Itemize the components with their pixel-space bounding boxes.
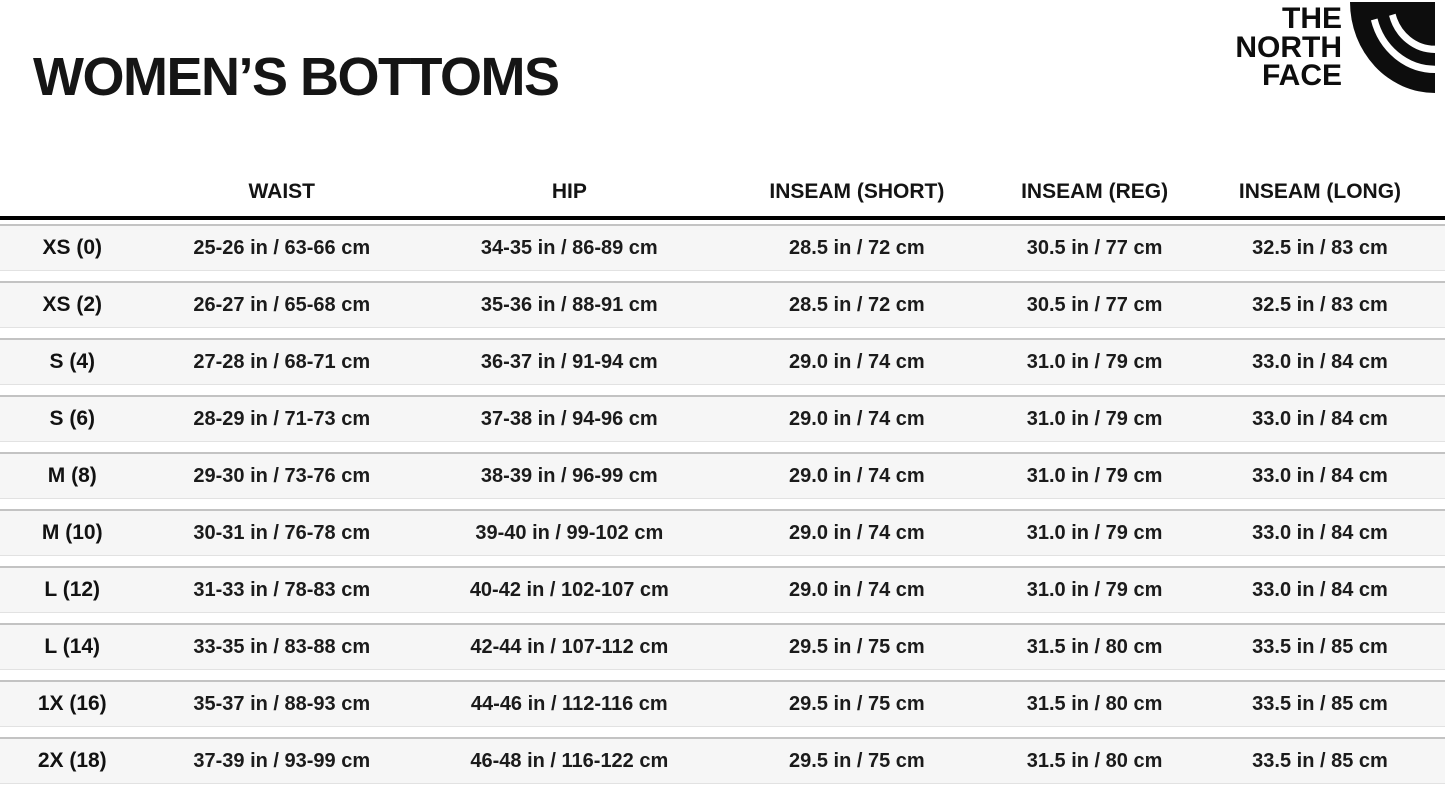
waist-cell: 29-30 in / 73-76 cm (193, 464, 371, 487)
size-cell: M (10) (41, 521, 103, 544)
inseam-reg-cell: 31.0 in / 79 cm (1026, 521, 1163, 544)
inseam-long-cell: 33.0 in / 84 cm (1252, 350, 1388, 373)
inseam-reg-cell: 30.5 in / 77 cm (1026, 236, 1163, 259)
header-rule (0, 216, 1445, 220)
brand-word-the: THE (1282, 2, 1342, 35)
waist-cell: 33-35 in / 83-88 cm (193, 635, 371, 658)
waist-cell: 26-27 in / 65-68 cm (193, 293, 371, 316)
inseam-long-cell: 33.0 in / 84 cm (1252, 464, 1388, 487)
inseam-short-cell: 28.5 in / 72 cm (789, 236, 925, 259)
inseam-short-cell: 28.5 in / 72 cm (789, 293, 925, 316)
header-bar (0, 0, 1445, 160)
inseam-long-cell: 33.0 in / 84 cm (1252, 407, 1388, 430)
waist-cell: 25-26 in / 63-66 cm (193, 236, 371, 259)
table-row (0, 509, 1445, 556)
size-cell: XS (0) (42, 236, 102, 259)
brand-logo (1235, 2, 1435, 93)
inseam-reg-cell: 31.5 in / 80 cm (1026, 692, 1163, 715)
inseam-long-cell: 33.5 in / 85 cm (1252, 749, 1388, 772)
column-header-hip: HIP (551, 180, 587, 203)
inseam-long-cell: 33.0 in / 84 cm (1252, 521, 1388, 544)
inseam-long-cell: 32.5 in / 83 cm (1252, 293, 1388, 316)
hip-cell: 46-48 in / 116-122 cm (470, 749, 669, 772)
hip-cell: 37-38 in / 94-96 cm (480, 407, 658, 430)
half-dome-icon (1350, 2, 1435, 93)
table-row (0, 737, 1445, 784)
inseam-long-cell: 33.5 in / 85 cm (1252, 692, 1388, 715)
size-cell: 1X (16) (37, 692, 107, 715)
hip-cell: 39-40 in / 99-102 cm (475, 521, 664, 544)
table-row (0, 452, 1445, 499)
size-cell: XS (2) (42, 293, 102, 316)
inseam-short-cell: 29.0 in / 74 cm (789, 350, 925, 373)
column-header-waist: WAIST (248, 180, 316, 203)
size-cell: L (14) (44, 635, 101, 658)
brand-word-face: FACE (1261, 59, 1342, 92)
waist-cell: 31-33 in / 78-83 cm (193, 578, 371, 601)
column-header-size (0, 204, 145, 216)
hip-cell: 44-46 in / 112-116 cm (470, 692, 668, 715)
table-body (0, 224, 1445, 784)
inseam-short-cell: 29.5 in / 75 cm (789, 635, 925, 658)
inseam-reg-cell: 31.5 in / 80 cm (1026, 635, 1163, 658)
hip-cell: 36-37 in / 91-94 cm (480, 350, 658, 373)
inseam-short-cell: 29.0 in / 74 cm (789, 407, 925, 430)
inseam-short-cell: 29.5 in / 75 cm (789, 749, 925, 772)
table-row (0, 224, 1445, 271)
table-row (0, 281, 1445, 328)
inseam-long-cell: 33.0 in / 84 cm (1252, 578, 1388, 601)
page-title: WOMEN’S BOTTOMS (33, 47, 559, 107)
hip-cell: 40-42 in / 102-107 cm (469, 578, 669, 601)
inseam-reg-cell: 31.0 in / 79 cm (1026, 464, 1163, 487)
table-row (0, 680, 1445, 727)
table-row (0, 338, 1445, 385)
size-cell: 2X (18) (37, 749, 107, 772)
inseam-reg-cell: 31.5 in / 80 cm (1026, 749, 1163, 772)
inseam-reg-cell: 31.0 in / 79 cm (1026, 578, 1163, 601)
inseam-long-cell: 32.5 in / 83 cm (1252, 236, 1388, 259)
size-cell: L (12) (44, 578, 101, 601)
hip-cell: 42-44 in / 107-112 cm (470, 635, 669, 658)
size-cell: S (4) (49, 350, 95, 373)
inseam-reg-cell: 30.5 in / 77 cm (1026, 293, 1163, 316)
inseam-long-cell: 33.5 in / 85 cm (1252, 635, 1388, 658)
table-row (0, 623, 1445, 670)
waist-cell: 37-39 in / 93-99 cm (193, 749, 371, 772)
hip-cell: 35-36 in / 88-91 cm (480, 293, 658, 316)
table-row (0, 566, 1445, 613)
column-header-inseam-long: INSEAM (LONG) (1238, 180, 1402, 203)
inseam-short-cell: 29.5 in / 75 cm (789, 692, 925, 715)
hip-cell: 38-39 in / 96-99 cm (480, 464, 658, 487)
hip-cell: 34-35 in / 86-89 cm (480, 236, 658, 259)
size-cell: M (8) (47, 464, 97, 487)
waist-cell: 35-37 in / 88-93 cm (193, 692, 371, 715)
brand-word-north: NORTH (1235, 30, 1342, 64)
size-cell: S (6) (49, 407, 95, 430)
table-row (0, 395, 1445, 442)
inseam-reg-cell: 31.0 in / 79 cm (1026, 350, 1163, 373)
inseam-reg-cell: 31.0 in / 79 cm (1026, 407, 1163, 430)
brand-wordmark (1235, 2, 1342, 91)
inseam-short-cell: 29.0 in / 74 cm (789, 521, 925, 544)
inseam-short-cell: 29.0 in / 74 cm (789, 464, 925, 487)
waist-cell: 28-29 in / 71-73 cm (193, 407, 371, 430)
inseam-short-cell: 29.0 in / 74 cm (789, 578, 925, 601)
size-table-header (0, 160, 1445, 216)
column-header-inseam-short: INSEAM (SHORT) (769, 180, 945, 203)
waist-cell: 27-28 in / 68-71 cm (193, 350, 371, 373)
waist-cell: 30-31 in / 76-78 cm (193, 521, 371, 544)
column-header-inseam-reg: INSEAM (REG) (1021, 180, 1169, 203)
